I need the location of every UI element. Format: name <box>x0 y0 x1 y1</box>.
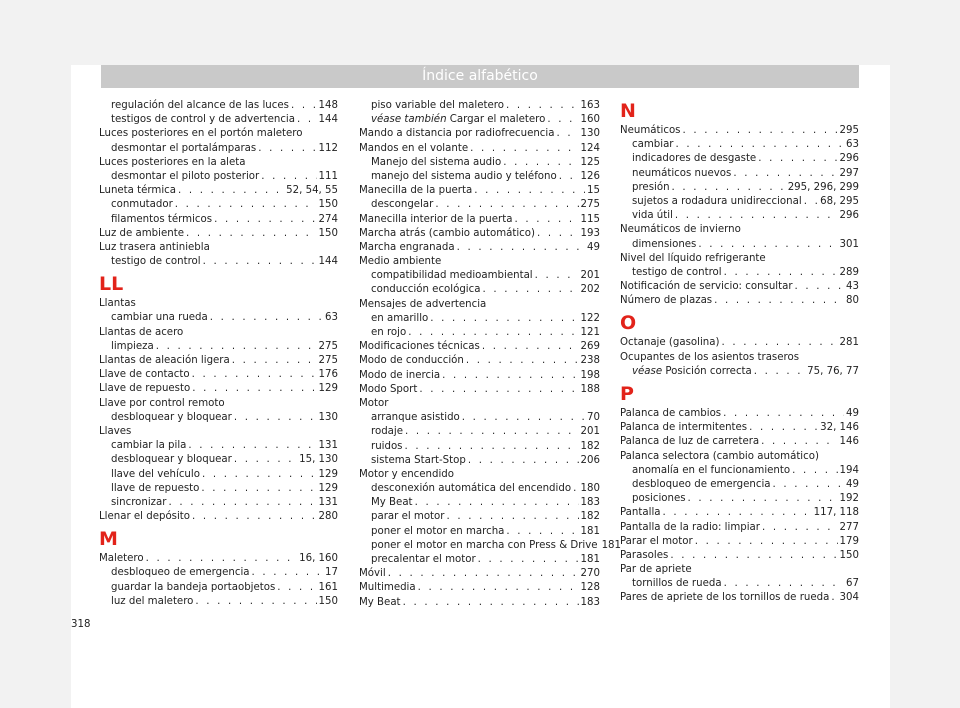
index-entry: Pares de apriete de los tornillos de rueda . . . 304 <box>620 591 859 605</box>
index-entry: cambiar . . . 63 <box>620 138 859 152</box>
index-entry: Parar el motor . . . 179 <box>620 535 859 549</box>
index-heading: Luces posteriores en la aleta <box>99 156 246 168</box>
index-entry: desmontar el portalámparas . . . 112 <box>99 142 338 156</box>
index-entry: conducción ecológica . . . 202 <box>359 283 600 297</box>
index-entry: véase Posición correcta . . . 75, 76, 77 <box>620 365 859 379</box>
index-entry: Llantas de aleación ligera . . . 275 <box>99 354 338 368</box>
index-entry: dimensiones . . . 301 <box>620 238 859 252</box>
index-heading: Ocupantes de los asientos traseros <box>620 351 800 363</box>
index-entry: Palanca de luz de carretera . . . 146 <box>620 435 859 449</box>
section-letter-p: P <box>620 383 634 405</box>
index-entry: sincronizar . . . 131 <box>99 496 338 510</box>
index-entry: Número de plazas . . . 80 <box>620 294 859 308</box>
index-heading: Llaves <box>99 425 132 437</box>
index-entry: llave del vehículo . . . 129 <box>99 468 338 482</box>
index-entry: indicadores de desgaste . . . 296 <box>620 152 859 166</box>
index-entry: Llave de contacto . . . 176 <box>99 368 338 382</box>
section-letter-m: M <box>99 528 118 551</box>
index-entry: Llenar el depósito . . . 280 <box>99 510 338 524</box>
index-entry: Pantalla . . . 117, 118 <box>620 506 859 520</box>
index-entry: testigos de control y de advertencia . . . 144 <box>99 113 338 127</box>
index-heading: Medio ambiente <box>359 256 442 268</box>
header-title: Índice alfabético <box>422 68 538 84</box>
index-entry: Mando a distancia por radiofrecuencia . . . 130 <box>359 127 600 141</box>
index-heading: Mensajes de advertencia <box>359 298 487 310</box>
section-letter-o: O <box>620 312 637 335</box>
index-entry: Octanaje (gasolina) . . . 281 <box>620 336 859 350</box>
index-entry: conmutador . . . 150 <box>99 198 338 212</box>
index-entry: poner el motor en marcha . . . 181 <box>359 525 600 539</box>
index-heading: Palanca selectora (cambio automático) <box>620 450 819 462</box>
index-entry: Parasoles . . . 150 <box>620 549 859 563</box>
index-entry: desconexión automática del encendido . . . 180 <box>359 482 600 496</box>
index-entry: véase también Cargar el maletero . . . 160 <box>359 113 600 127</box>
index-entry: parar el motor . . . 182 <box>359 510 600 524</box>
index-entry: llave de repuesto . . . 129 <box>99 482 338 496</box>
index-entry: sujetos a rodadura unidireccional . . . 68, 295 <box>620 195 859 209</box>
index-entry: Móvil . . . 270 <box>359 567 600 581</box>
index-entry: Notificación de servicio: consultar . . . 43 <box>620 280 859 294</box>
index-entry: testigo de control . . . 289 <box>620 266 859 280</box>
index-entry: desmontar el piloto posterior . . . 111 <box>99 170 338 184</box>
index-entry: Modo de conducción . . . 238 <box>359 354 600 368</box>
index-entry: compatibilidad medioambiental . . . 201 <box>359 269 600 283</box>
index-heading: Neumáticos de invierno <box>620 224 741 236</box>
index-entry: precalentar el motor . . . 181 <box>359 553 600 567</box>
index-entry: poner el motor en marcha con Press & Drive 181 <box>371 539 622 551</box>
index-entry: My Beat . . . 183 <box>359 596 600 610</box>
index-column-1 <box>99 99 338 609</box>
index-entry: Marcha atrás (cambio automático) . . . 193 <box>359 227 600 241</box>
index-entry: filamentos térmicos . . . 274 <box>99 213 338 227</box>
index-entry: manejo del sistema audio y teléfono . . . 126 <box>359 170 600 184</box>
index-entry: rodaje . . . 201 <box>359 425 600 439</box>
section-letter-ll: LL <box>99 273 124 296</box>
index-entry: desbloquear y bloquear . . . 130 <box>99 411 338 425</box>
index-entry: My Beat . . . 183 <box>359 496 600 510</box>
index-entry: Modo Sport . . . 188 <box>359 383 600 397</box>
index-heading: Llantas de acero <box>99 326 184 338</box>
index-entry: sistema Start-Stop . . . 206 <box>359 454 600 468</box>
index-column-2 <box>359 99 622 610</box>
index-entry: desbloquear y bloquear . . . 15, 130 <box>99 453 338 467</box>
index-entry: ruidos . . . 182 <box>359 440 600 454</box>
index-entry: vida útil . . . 296 <box>620 209 859 223</box>
index-entry: Llave de repuesto . . . 129 <box>99 382 338 396</box>
index-entry: Modificaciones técnicas . . . 269 <box>359 340 600 354</box>
index-heading: Motor y encendido <box>359 468 454 480</box>
index-heading: Luces posteriores en el portón maletero <box>99 128 303 140</box>
index-entry: cambiar la pila . . . 131 <box>99 439 338 453</box>
index-entry: Neumáticos . . . 295 <box>620 124 859 138</box>
index-entry: Maletero . . . 16, 160 <box>99 552 338 566</box>
index-entry: guardar la bandeja portaobjetos . . . 161 <box>99 581 338 595</box>
index-heading: Llantas <box>99 298 136 310</box>
index-entry: Marcha engranada . . . 49 <box>359 241 600 255</box>
index-heading: Motor <box>359 397 389 409</box>
section-letter-n: N <box>620 100 636 122</box>
page-number: 318 <box>71 619 91 630</box>
index-heading: Par de apriete <box>620 564 692 576</box>
index-heading: Nivel del líquido refrigerante <box>620 252 766 264</box>
index-entry: Multimedia . . . 128 <box>359 581 600 595</box>
index-entry: Modo de inercia . . . 198 <box>359 369 600 383</box>
index-entry: testigo de control . . . 144 <box>99 255 338 269</box>
index-entry: Palanca de cambios . . . 49 <box>620 407 859 421</box>
header-bar <box>101 65 859 88</box>
index-entry: anomalía en el funcionamiento . . . 194 <box>620 464 859 478</box>
index-entry: Manecilla interior de la puerta . . . 115 <box>359 213 600 227</box>
index-entry: desbloqueo de emergencia . . . 49 <box>620 478 859 492</box>
index-entry: luz del maletero . . . 150 <box>99 595 338 609</box>
index-entry: neumáticos nuevos . . . 297 <box>620 167 859 181</box>
index-column-3 <box>620 99 859 606</box>
index-entry: cambiar una rueda . . . 63 <box>99 311 338 325</box>
index-entry: limpieza . . . 275 <box>99 340 338 354</box>
index-entry: Palanca de intermitentes . . . 32, 146 <box>620 421 859 435</box>
index-entry: piso variable del maletero . . . 163 <box>359 99 600 113</box>
index-entry: tornillos de rueda . . . 67 <box>620 577 859 591</box>
index-entry: desbloqueo de emergencia . . . 17 <box>99 566 338 580</box>
index-entry: presión . . . 295, 296, 299 <box>620 181 859 195</box>
index-entry: Mandos en el volante . . . 124 <box>359 142 600 156</box>
index-entry: Luneta térmica . . . 52, 54, 55 <box>99 184 338 198</box>
index-entry: Luz de ambiente . . . 150 <box>99 227 338 241</box>
index-entry: descongelar . . . 275 <box>359 198 600 212</box>
index-entry: en amarillo . . . 122 <box>359 312 600 326</box>
index-entry: Manecilla de la puerta . . . 15 <box>359 184 600 198</box>
index-heading: Llave por control remoto <box>99 397 225 409</box>
index-entry: posiciones . . . 192 <box>620 492 859 506</box>
index-entry: Manejo del sistema audio . . . 125 <box>359 156 600 170</box>
index-entry: arranque asistido . . . 70 <box>359 411 600 425</box>
index-entry: en rojo . . . 121 <box>359 326 600 340</box>
index-entry: regulación del alcance de las luces . . . 148 <box>99 99 338 113</box>
index-entry: Pantalla de la radio: limpiar . . . 277 <box>620 521 859 535</box>
index-heading: Luz trasera antiniebla <box>99 241 210 253</box>
